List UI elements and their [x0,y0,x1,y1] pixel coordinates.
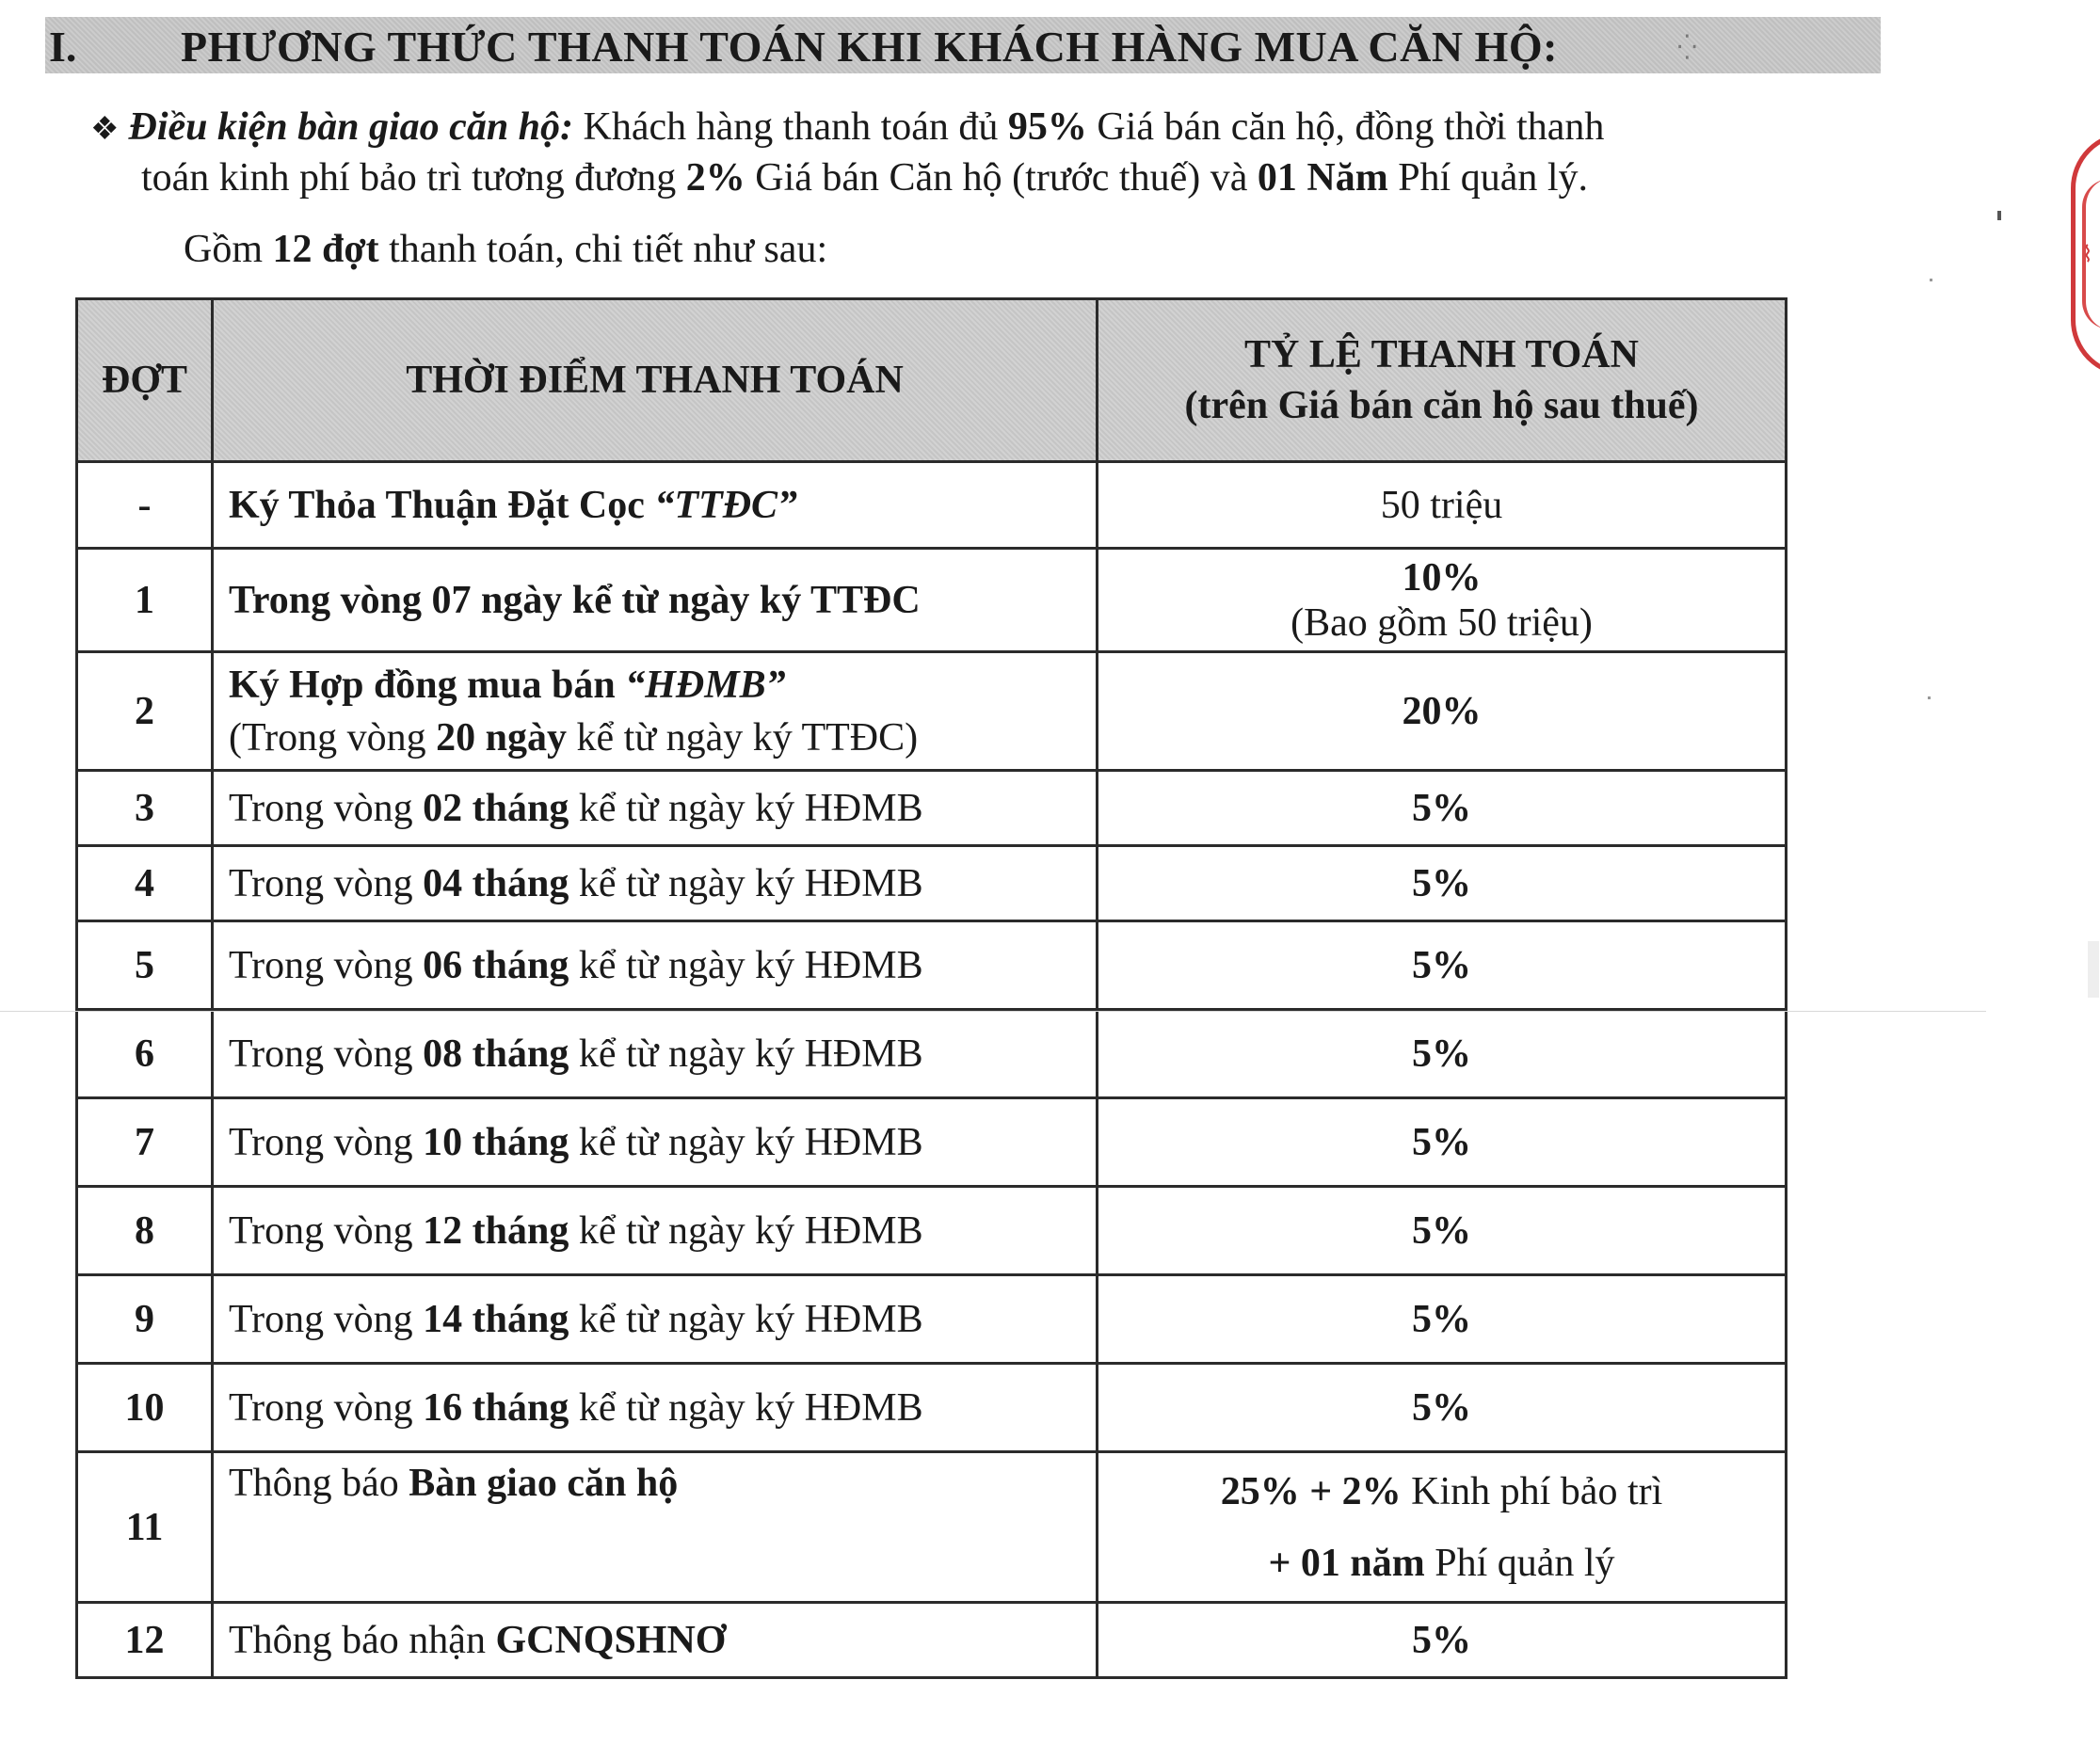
row-rate-value: 10% [1402,555,1482,600]
row-time-note-b: 20 ngày [436,715,568,760]
row-time-post: kể từ ngày ký HĐMB [569,786,923,830]
row-time-abbr: “HĐMB” [625,663,786,707]
scan-mark [1997,211,2001,220]
row-time [213,921,1098,1010]
intro-suffix: thanh toán, chi tiết như sau: [378,228,828,271]
row-time-post: kể từ ngày ký HĐMB [569,943,923,987]
row-time [213,1187,1098,1275]
table-row [77,462,1787,549]
row-time [213,771,1098,846]
row-time-period: 12 tháng [423,1208,569,1253]
table-row [77,1275,1787,1364]
condition-line2-c: Giá bán Căn hộ (trước thuế) và [745,156,1258,200]
header-rate-subtitle: (trên Giá bán căn hộ sau thuế) [1184,384,1699,427]
row-time-period: 16 tháng [423,1385,569,1430]
row-rate: 20% [1098,652,1787,771]
row-time-text: Ký Thỏa Thuận Đặt Cọc [229,483,655,527]
row-dot: 8 [77,1187,213,1275]
table-row [77,549,1787,652]
condition-line2-e: Phí quản lý. [1387,156,1589,200]
header-time: THỜI ĐIỂM THANH TOÁN [213,299,1098,462]
row-rate-years: + 01 năm [1268,1541,1425,1585]
table-row [77,921,1787,1010]
row-rate: 5% [1098,1364,1787,1452]
row-rate-percent: 25% + 2% [1220,1469,1402,1513]
row-time-pre: Thông báo [229,1462,409,1505]
intro-prefix: Gồm [184,228,273,271]
row-time-note-a: (Trong vòng [229,715,437,760]
row-time-period: 02 tháng [423,786,569,830]
row-time: Trong vòng 07 ngày kể từ ngày ký TTĐC [213,549,1098,652]
row-rate: 5% [1098,1098,1787,1187]
row-time [213,1010,1098,1098]
row-time-event: Bàn giao căn hộ [409,1462,679,1505]
row-dot: 4 [77,846,213,921]
row-time-pre: Trong vòng [229,861,424,905]
row-dot: - [77,462,213,549]
row-rate-maintenance: Kinh phí bảo trì [1401,1469,1663,1513]
row-time-post: kể từ ngày ký HĐMB [569,1120,923,1164]
row-time [213,1364,1098,1452]
row-time-pre: Trong vòng [229,1297,424,1341]
table-row [77,1452,1787,1603]
row-rate [1098,1452,1787,1603]
row-dot: 2 [77,652,213,771]
row-dot: 3 [77,771,213,846]
row-time-pre: Thông báo nhận [229,1618,496,1662]
table-header-row [77,299,1787,462]
section-title: PHƯƠNG THỨC THANH TOÁN KHI KHÁCH HÀNG MUA CĂN HỘ: [181,23,1558,71]
row-time [213,1452,1098,1603]
condition-percent: 95% [1007,105,1087,149]
management-years: 01 Năm [1257,156,1388,200]
condition-line-1 [90,102,1879,155]
row-rate: 5% [1098,846,1787,921]
table-row [77,1603,1787,1678]
row-time-abbr: “TTĐC” [654,483,798,527]
row-dot: 9 [77,1275,213,1364]
row-time-pre: Trong vòng [229,1032,424,1076]
row-time [213,1275,1098,1364]
header-rate-title: TỶ LỆ THANH TOÁN [1244,333,1639,376]
installments-intro [184,224,827,275]
scan-speck [1928,696,1931,699]
row-time-post: kể từ ngày ký HĐMB [569,1297,923,1341]
row-rate: 5% [1098,1010,1787,1098]
row-time-period: 14 tháng [423,1297,569,1341]
row-time-pre: Trong vòng [229,786,424,830]
row-dot: 6 [77,1010,213,1098]
table-row [77,846,1787,921]
row-time-pre: Trong vòng [229,1120,424,1164]
scan-specks: ⁛ [1677,34,1697,61]
scan-fold-line [0,1011,1986,1012]
row-time-note-c: kể từ ngày ký TTĐC) [567,715,919,760]
condition-text: Khách hàng thanh toán đủ [573,105,1008,149]
maintenance-percent: 2% [685,156,745,200]
row-rate: 5% [1098,1187,1787,1275]
row-dot: 5 [77,921,213,1010]
row-time [213,652,1098,771]
diamond-bullet-icon: ❖ [90,112,120,147]
row-time [213,462,1098,549]
row-rate-note: (Bao gồm 50 triệu) [1290,600,1593,645]
row-time-period: 04 tháng [423,861,569,905]
row-time-certificate: GCNQSHNƠ [495,1618,727,1662]
row-rate: 5% [1098,771,1787,846]
condition-text-end: Giá bán căn hộ, đồng thời thanh [1086,105,1605,149]
row-rate [1098,549,1787,652]
row-rate: 5% [1098,921,1787,1010]
scan-speck [1930,279,1932,281]
row-dot: 7 [77,1098,213,1187]
header-dot: ĐỢT [77,299,213,462]
section-number: I. [49,23,77,71]
red-stamp-glyph: ⌇ [2082,241,2093,267]
row-time-period: 06 tháng [423,943,569,987]
condition-label: Điều kiện bàn giao căn hộ: [128,105,574,149]
row-time-post: kể từ ngày ký HĐMB [569,861,923,905]
table-row [77,1010,1787,1098]
table-row [77,1187,1787,1275]
table-row [77,1364,1787,1452]
row-dot: 12 [77,1603,213,1678]
row-time-post: kể từ ngày ký HĐMB [569,1385,923,1430]
row-time-period: 08 tháng [423,1032,569,1076]
row-time-post: kể từ ngày ký HĐMB [569,1032,923,1076]
row-rate: 5% [1098,1275,1787,1364]
row-rate: 5% [1098,1603,1787,1678]
row-time [213,1603,1098,1678]
condition-line-2 [141,152,1588,203]
table-row [77,1098,1787,1187]
table-row [77,771,1787,846]
row-time-period: 10 tháng [423,1120,569,1164]
row-rate-management: Phí quản lý [1424,1541,1615,1585]
condition-line2-a: toán kinh phí bảo trì tương đương [141,156,686,200]
scan-edge-shadow [2088,941,2099,998]
row-time-pre: Trong vòng [229,1385,424,1430]
installment-count: 12 đợt [272,228,379,271]
row-time-pre: Trong vòng [229,943,424,987]
payment-schedule-table [75,297,1787,1679]
row-dot: 11 [77,1452,213,1603]
row-dot: 10 [77,1364,213,1452]
row-time-pre: Trong vòng [229,1208,424,1253]
row-rate: 50 triệu [1098,462,1787,549]
table-row [77,652,1787,771]
row-time [213,846,1098,921]
header-rate [1098,299,1787,462]
row-time [213,1098,1098,1187]
row-time-post: kể từ ngày ký HĐMB [569,1208,923,1253]
row-time-text: Ký Hợp đồng mua bán [229,663,626,707]
row-dot: 1 [77,549,213,652]
